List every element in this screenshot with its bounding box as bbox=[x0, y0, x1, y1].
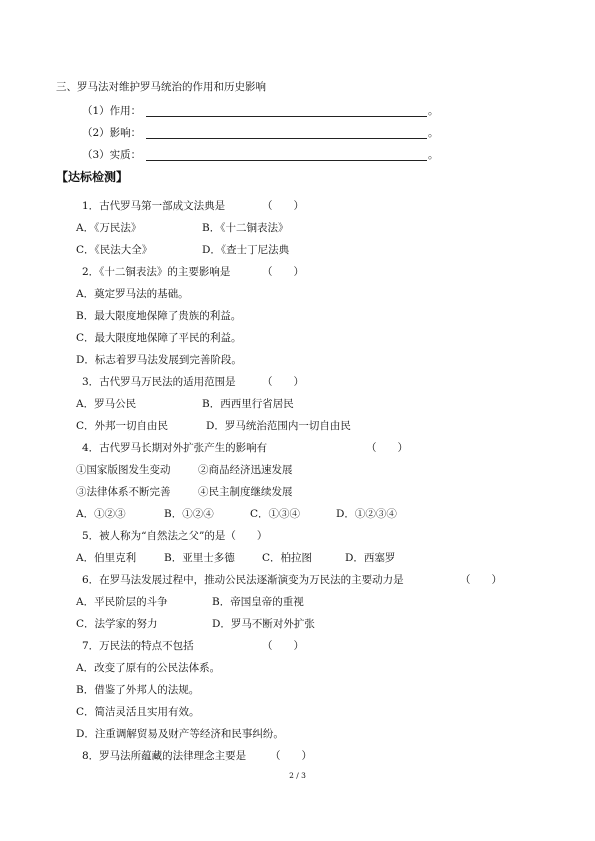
option: B．借鉴了外邦人的法规。 bbox=[76, 684, 200, 696]
question-stem: 8．罗马法所蕴藏的法律理念主要是 bbox=[82, 750, 247, 762]
option: D．标志着罗马法发展到完善阶段。 bbox=[76, 354, 242, 366]
item-label-influence: （2）影响： bbox=[82, 127, 142, 139]
option: C．简洁灵活且实用有效。 bbox=[76, 706, 200, 718]
question-stem: 5．被人称为“自然法之父”的是（ ） bbox=[82, 530, 268, 542]
answer-paren[interactable]: （ ） bbox=[262, 200, 304, 212]
answer-paren[interactable]: （ ） bbox=[460, 574, 502, 586]
answer-blank-effect[interactable] bbox=[146, 116, 427, 117]
answer-blank-essence[interactable] bbox=[146, 160, 427, 161]
item-end: 。 bbox=[428, 105, 439, 117]
item-label-effect: （1）作用： bbox=[82, 105, 142, 117]
option: B．《十二铜表法》 bbox=[202, 222, 289, 234]
answer-paren[interactable]: （ ） bbox=[262, 640, 304, 652]
option: D．①②③④ bbox=[336, 508, 397, 520]
option: A．奠定罗马法的基础。 bbox=[76, 288, 189, 300]
option: D．注重调解贸易及财产等经济和民事纠纷。 bbox=[76, 728, 284, 740]
option: C．《民法大全》 bbox=[76, 244, 153, 256]
option: A．平民阶层的斗争 bbox=[76, 596, 168, 608]
option: A．《万民法》 bbox=[76, 222, 142, 234]
option: B．帝国皇帝的重视 bbox=[212, 596, 304, 608]
option: D．罗马统治范围内一切自由民 bbox=[206, 420, 351, 432]
question-stem: 4．古代罗马长期对外扩张产生的影响有 bbox=[82, 442, 268, 454]
question-stem: 2．《十二铜表法》的主要影响是 bbox=[82, 266, 231, 278]
option: C．法学家的努力 bbox=[76, 618, 158, 630]
statement-option: ④民主制度继续发展 bbox=[198, 486, 293, 498]
option: C．①③④ bbox=[250, 508, 301, 520]
option: B．亚里士多德 bbox=[164, 552, 235, 564]
option: B．最大限度地保障了贵族的利益。 bbox=[76, 310, 242, 322]
answer-paren[interactable]: （ ） bbox=[366, 442, 408, 454]
item-end: 。 bbox=[428, 149, 439, 161]
question-stem: 1．古代罗马第一部成文法典是 bbox=[82, 200, 226, 212]
page-number: 2 / 3 bbox=[289, 771, 306, 780]
answer-blank-influence[interactable] bbox=[146, 138, 427, 139]
statement-option: ②商品经济迅速发展 bbox=[198, 464, 293, 476]
option: A．①②③ bbox=[76, 508, 126, 520]
statement-option: ①国家版图发生变动 bbox=[76, 464, 171, 476]
option: C．柏拉图 bbox=[262, 552, 313, 564]
question-stem: 7．万民法的特点不包括 bbox=[82, 640, 194, 652]
option: D．罗马不断对外扩张 bbox=[212, 618, 315, 630]
section-title: 三、罗马法对维护罗马统治的作用和历史影响 bbox=[56, 81, 266, 93]
answer-paren[interactable]: （ ） bbox=[270, 750, 312, 762]
answer-paren[interactable]: （ ） bbox=[262, 266, 304, 278]
option: D．《查士丁尼法典 bbox=[202, 244, 290, 256]
item-end: 。 bbox=[428, 127, 439, 139]
option: A．改变了原有的公民法体系。 bbox=[76, 662, 221, 674]
item-label-essence: （3）实质： bbox=[82, 149, 142, 161]
question-stem: 6．在罗马法发展过程中，推动公民法逐渐演变为万民法的主要动力是 bbox=[82, 574, 404, 586]
option: A．罗马公民 bbox=[76, 398, 137, 410]
option: C．外邦一切自由民 bbox=[76, 420, 169, 432]
question-stem: 3．古代罗马万民法的适用范围是 bbox=[82, 376, 236, 388]
option: C．最大限度地保障了平民的利益。 bbox=[76, 332, 242, 344]
section-heading: 【达标检测】 bbox=[56, 170, 129, 184]
option: D．西塞罗 bbox=[345, 552, 396, 564]
option: B．西西里行省居民 bbox=[202, 398, 294, 410]
option: A．伯里克利 bbox=[76, 552, 137, 564]
option: B．①②④ bbox=[164, 508, 214, 520]
answer-paren[interactable]: （ ） bbox=[262, 376, 304, 388]
statement-option: ③法律体系不断完善 bbox=[76, 486, 171, 498]
